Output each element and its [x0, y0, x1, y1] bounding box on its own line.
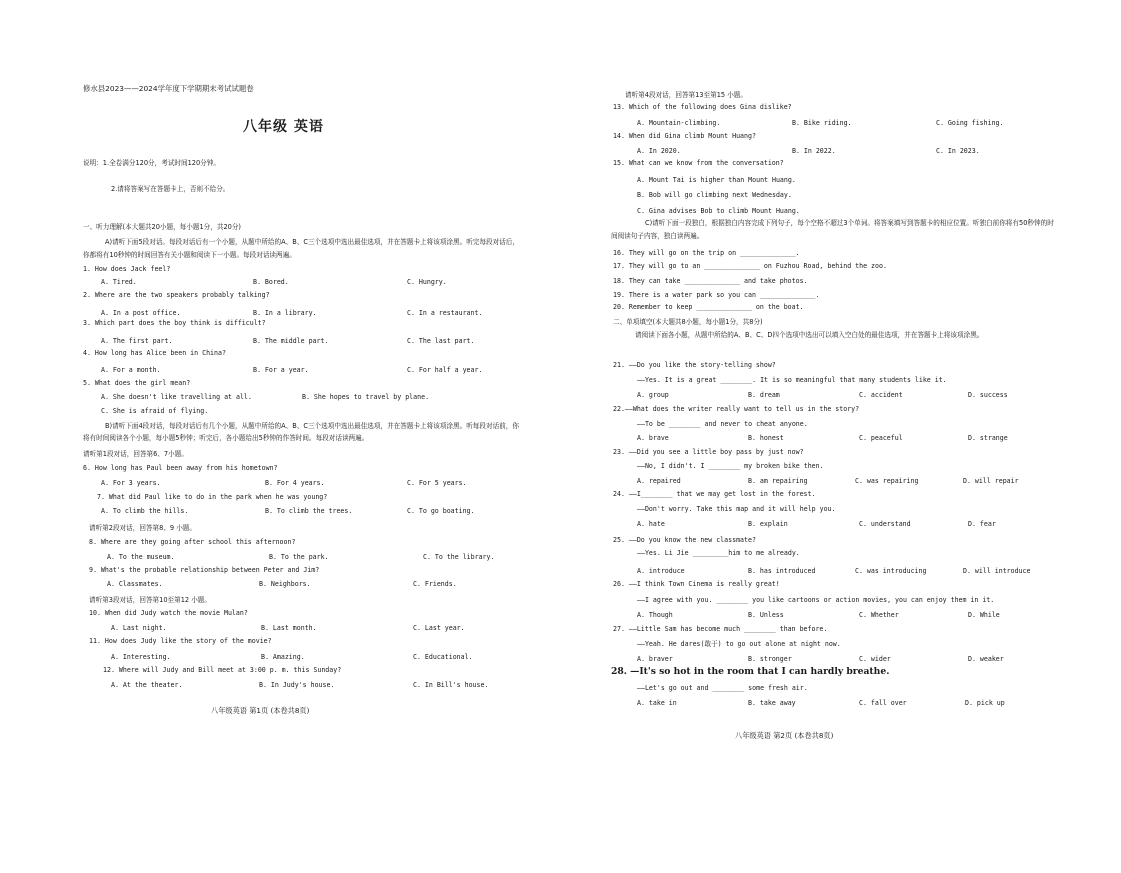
- q21-option-d: D. success: [968, 391, 1008, 399]
- section-c-instructions: C)请听下面一段独白，根据独白内容完成下列句子，每个空格不超过3个单词。将答案填写到答题卡的相应位置。听独白前你将有50秒钟的时间阅读句子内容，独白读两遍。: [611, 219, 1054, 240]
- q22-option-c: C. peaceful: [859, 434, 903, 442]
- q8-option-a: A. To the museum.: [107, 553, 175, 561]
- question-26: 26. ——I think Town Cinema is really great!: [613, 580, 780, 588]
- q2-option-c: C. In a restaurant.: [407, 309, 483, 317]
- q26-response: ——I agree with you. ________ you like cartoons or action movies, you can enjoy them in it.: [637, 596, 995, 604]
- q13-lead: 请听第4段对话，回答第13至第15 小题。: [625, 91, 747, 99]
- question-21: 21. ——Do you like the story-telling show?: [613, 361, 776, 369]
- q28-option-a: A. take in: [637, 699, 677, 707]
- q6-option-a: A. For 3 years.: [101, 479, 161, 487]
- question-28: 28. —It's so hot in the room that I can hardly breathe.: [611, 666, 890, 677]
- question-15: 15. What can we know from the conversation?: [613, 159, 784, 167]
- q5-option-a: A. She doesn't like travelling at all.: [101, 393, 252, 401]
- section-1-title: 一、听力理解(本大题共20小题，每小题1分，共20分): [83, 223, 241, 231]
- q3-option-c: C. The last part.: [407, 337, 475, 345]
- q21-option-a: A. group: [637, 391, 669, 399]
- q11-option-c: C. Educational.: [413, 653, 473, 661]
- q15-option-b: B. Bob will go climbing next Wednesday.: [637, 191, 792, 199]
- q5-option-c: C. She is afraid of flying.: [101, 407, 209, 415]
- q12-option-b: B. In Judy's house.: [259, 681, 335, 689]
- page-1-footer: 八年级英语 第1页 (本卷共8页): [211, 706, 310, 715]
- question-11: 11. How does Judy like the story of the movie?: [89, 637, 272, 645]
- question-18: 18. They can take ______________ and take photos.: [613, 277, 808, 285]
- question-3: 3. Which part does the boy think is difficult?: [83, 319, 266, 327]
- q15-option-c: C. Gina advises Bob to climb Mount Huang.: [637, 207, 800, 215]
- q28-option-d: D. pick up: [965, 699, 1005, 707]
- q22-option-d: D. strange: [968, 434, 1008, 442]
- question-12: 12. Where will Judy and Bill meet at 3:00 p. m. this Sunday?: [103, 666, 342, 674]
- q22-response: ——To be ________ and never to cheat anyone.: [637, 420, 808, 428]
- q25-option-b: B. has introduced: [748, 567, 816, 575]
- q13-option-a: A. Mountain-climbing.: [637, 119, 721, 127]
- q6-option-c: C. For 5 years.: [407, 479, 467, 487]
- question-22: 22.——What does the writer really want to tell us in the story?: [613, 405, 860, 413]
- q25-option-c: C. was introducing: [855, 567, 927, 575]
- q15-option-a: A. Mount Tai is higher than Mount Huang.: [637, 176, 796, 184]
- note-1: 说明：1.全卷满分120分，考试时间120分钟。: [83, 159, 220, 167]
- q28-response: ——Let's go out and ________ some fresh air.: [637, 684, 808, 692]
- q3-option-b: B. The middle part.: [253, 337, 329, 345]
- q24-option-d: D. fear: [968, 520, 996, 528]
- q23-option-d: D. will repair: [963, 477, 1019, 485]
- q8-option-c: C. To the library.: [423, 553, 495, 561]
- q9-option-a: A. Classmates.: [107, 580, 163, 588]
- q14-option-c: C. In 2023.: [936, 147, 980, 155]
- q10-option-a: A. Last night.: [111, 624, 167, 632]
- page-title: 八年级 英语: [243, 119, 324, 135]
- q21-option-b: B. dream: [748, 391, 780, 399]
- q26-option-a: A. Though: [637, 611, 673, 619]
- q22-option-a: A. brave: [637, 434, 669, 442]
- question-10: 10. When did Judy watch the movie Mulan?: [89, 609, 248, 617]
- q4-option-a: A. For a month.: [101, 366, 161, 374]
- question-16: 16. They will go on the trip on ______________.: [613, 249, 800, 257]
- question-27: 27. ——Little Sam has become much ________ than before.: [613, 625, 828, 633]
- question-17: 17. They will go to an ______________ on Fuzhou Road, behind the zoo.: [613, 262, 887, 270]
- q23-option-c: C. was repairing: [855, 477, 919, 485]
- q5-option-b: B. She hopes to travel by plane.: [302, 393, 430, 401]
- q22-option-b: B. honest: [748, 434, 784, 442]
- q24-option-b: B. explain: [748, 520, 788, 528]
- q10-option-b: B. Last month.: [261, 624, 317, 632]
- section-b-instructions: B)请听下面4段对话，每段对话后有几个小题，从题中所给的A、B、C三个选项中选出最佳选项，并在答题卡上将该项涂黑。听每段对话前，你将有时间阅读各个小题，每小题5秒钟；听完后，各小题给出5秒钟的作答时间。每段对话读两遍。: [83, 422, 519, 442]
- q25-option-d: D. will introduce: [963, 567, 1031, 575]
- q2-option-b: B. In a library.: [253, 309, 317, 317]
- q28-option-b: B. take away: [748, 699, 796, 707]
- q26-option-b: B. Unless: [748, 611, 784, 619]
- q28-option-c: C. fall over: [859, 699, 907, 707]
- q10-option-c: C. Last year.: [413, 624, 465, 632]
- q23-response: ——No, I didn't. I ________ my broken bike then.: [637, 462, 824, 470]
- section-2-title: 二、单项填空(本大题共8小题，每小题1分，共8分): [613, 318, 763, 326]
- question-24: 24. ——I________ that we may get lost in the forest.: [613, 490, 816, 498]
- q26-option-d: D. While: [968, 611, 1000, 619]
- question-14: 14. When did Gina climb Mount Huang?: [613, 132, 756, 140]
- q1-option-c: C. Hungry.: [407, 278, 447, 286]
- q21-option-c: C. accident: [859, 391, 903, 399]
- question-19: 19. There is a water park so you can ______________.: [613, 291, 820, 299]
- section-a-instructions: A)请听下面5段对话。每段对话后有一个小题，从题中所给的A、B、C三个选项中选出最佳选项，并在答题卡上将该项涂黑。听完每段对话后，你都将有10秒钟的时间回答有关小题和阅读下一小题。每段对话读两遍。: [83, 238, 519, 259]
- q14-option-b: B. In 2022.: [792, 147, 836, 155]
- q4-option-b: B. For a year.: [253, 366, 309, 374]
- question-6: 6. How long has Paul been away from his hometown?: [83, 464, 278, 472]
- question-2: 2. Where are the two speakers probably talking?: [83, 291, 270, 299]
- question-4: 4. How long has Alice been in China?: [83, 349, 226, 357]
- q10-lead: 请听第3段对话，回答第10至第12 小题。: [89, 596, 211, 604]
- q13-option-b: B. Bike riding.: [792, 119, 852, 127]
- question-1: 1. How does Jack feel?: [83, 265, 171, 273]
- q25-option-a: A. introduce: [637, 567, 685, 575]
- q9-option-c: C. Friends.: [413, 580, 457, 588]
- q6-option-b: B. For 4 years.: [265, 479, 325, 487]
- question-25: 25. ——Do you know the new classmate?: [613, 536, 756, 544]
- q13-option-c: C. Going fishing.: [936, 119, 1004, 127]
- q27-option-b: B. stronger: [748, 655, 792, 663]
- q6-lead: 请听第1段对话，回答第6、7小题。: [83, 450, 188, 458]
- q26-option-c: C. Whether: [859, 611, 899, 619]
- q8-option-b: B. To the park.: [269, 553, 329, 561]
- question-5: 5. What does the girl mean?: [83, 379, 191, 387]
- q14-option-a: A. In 2020.: [637, 147, 681, 155]
- q27-option-c: C. wider: [859, 655, 891, 663]
- q27-option-d: D. weaker: [968, 655, 1004, 663]
- q24-option-a: A. hate: [637, 520, 665, 528]
- q12-option-c: C. In Bill's house.: [413, 681, 489, 689]
- question-8: 8. Where are they going after school this afternoon?: [89, 538, 296, 546]
- q24-option-c: C. understand: [859, 520, 911, 528]
- q4-option-c: C. For half a year.: [407, 366, 483, 374]
- q11-option-b: B. Amazing.: [261, 653, 305, 661]
- question-23: 23. ——Did you see a little boy pass by just now?: [613, 448, 804, 456]
- exam-header: 修水县2023——2024学年度下学期期末考试试题卷: [83, 84, 254, 93]
- q25-response: ——Yes. Li Jie _________him to me already.: [637, 549, 800, 557]
- section-2-instructions: 请阅读下面各小题，从题中所给的A、B、C、D四个选项中选出可以填入空白处的最佳选项，并在答题卡上将该项涂黑。: [635, 331, 984, 339]
- q27-option-a: A. braver: [637, 655, 673, 663]
- q24-response: ——Don't worry. Take this map and it will help you.: [637, 505, 836, 513]
- q11-option-a: A. Interesting.: [111, 653, 171, 661]
- q7-option-b: B. To climb the trees.: [265, 507, 353, 515]
- q7-option-a: A. To climb the hills.: [101, 507, 189, 515]
- question-7: 7. What did Paul like to do in the park when he was young?: [97, 493, 328, 501]
- q7-option-c: C. To go boating.: [407, 507, 475, 515]
- q12-option-a: A. At the theater.: [111, 681, 183, 689]
- page-2-footer: 八年级英语 第2页 (本卷共8页): [735, 731, 834, 740]
- q23-option-b: B. am repairing: [748, 477, 808, 485]
- note-2: 2.请将答案写在答题卡上，否则不给分。: [111, 185, 230, 193]
- q3-option-a: A. The first part.: [101, 337, 173, 345]
- q21-response: ——Yes. It is a great ________. It is so meaningful that many students like it.: [637, 376, 947, 384]
- q27-response: ——Yeah. He dares(敢于) to go out alone at night now.: [637, 640, 841, 648]
- q23-option-a: A. repaired: [637, 477, 681, 485]
- q1-option-a: A. Tired.: [101, 278, 137, 286]
- question-13: 13. Which of the following does Gina dislike?: [613, 103, 792, 111]
- q8-lead: 请听第2段对话，回答第8、9 小题。: [89, 524, 196, 532]
- q2-option-a: A. In a post office.: [101, 309, 181, 317]
- q1-option-b: B. Bored.: [253, 278, 289, 286]
- question-20: 20. Remember to keep ______________ on the boat.: [613, 303, 804, 311]
- q9-option-b: B. Neighbors.: [259, 580, 311, 588]
- question-9: 9. What's the probable relationship between Peter and Jim?: [89, 566, 320, 574]
